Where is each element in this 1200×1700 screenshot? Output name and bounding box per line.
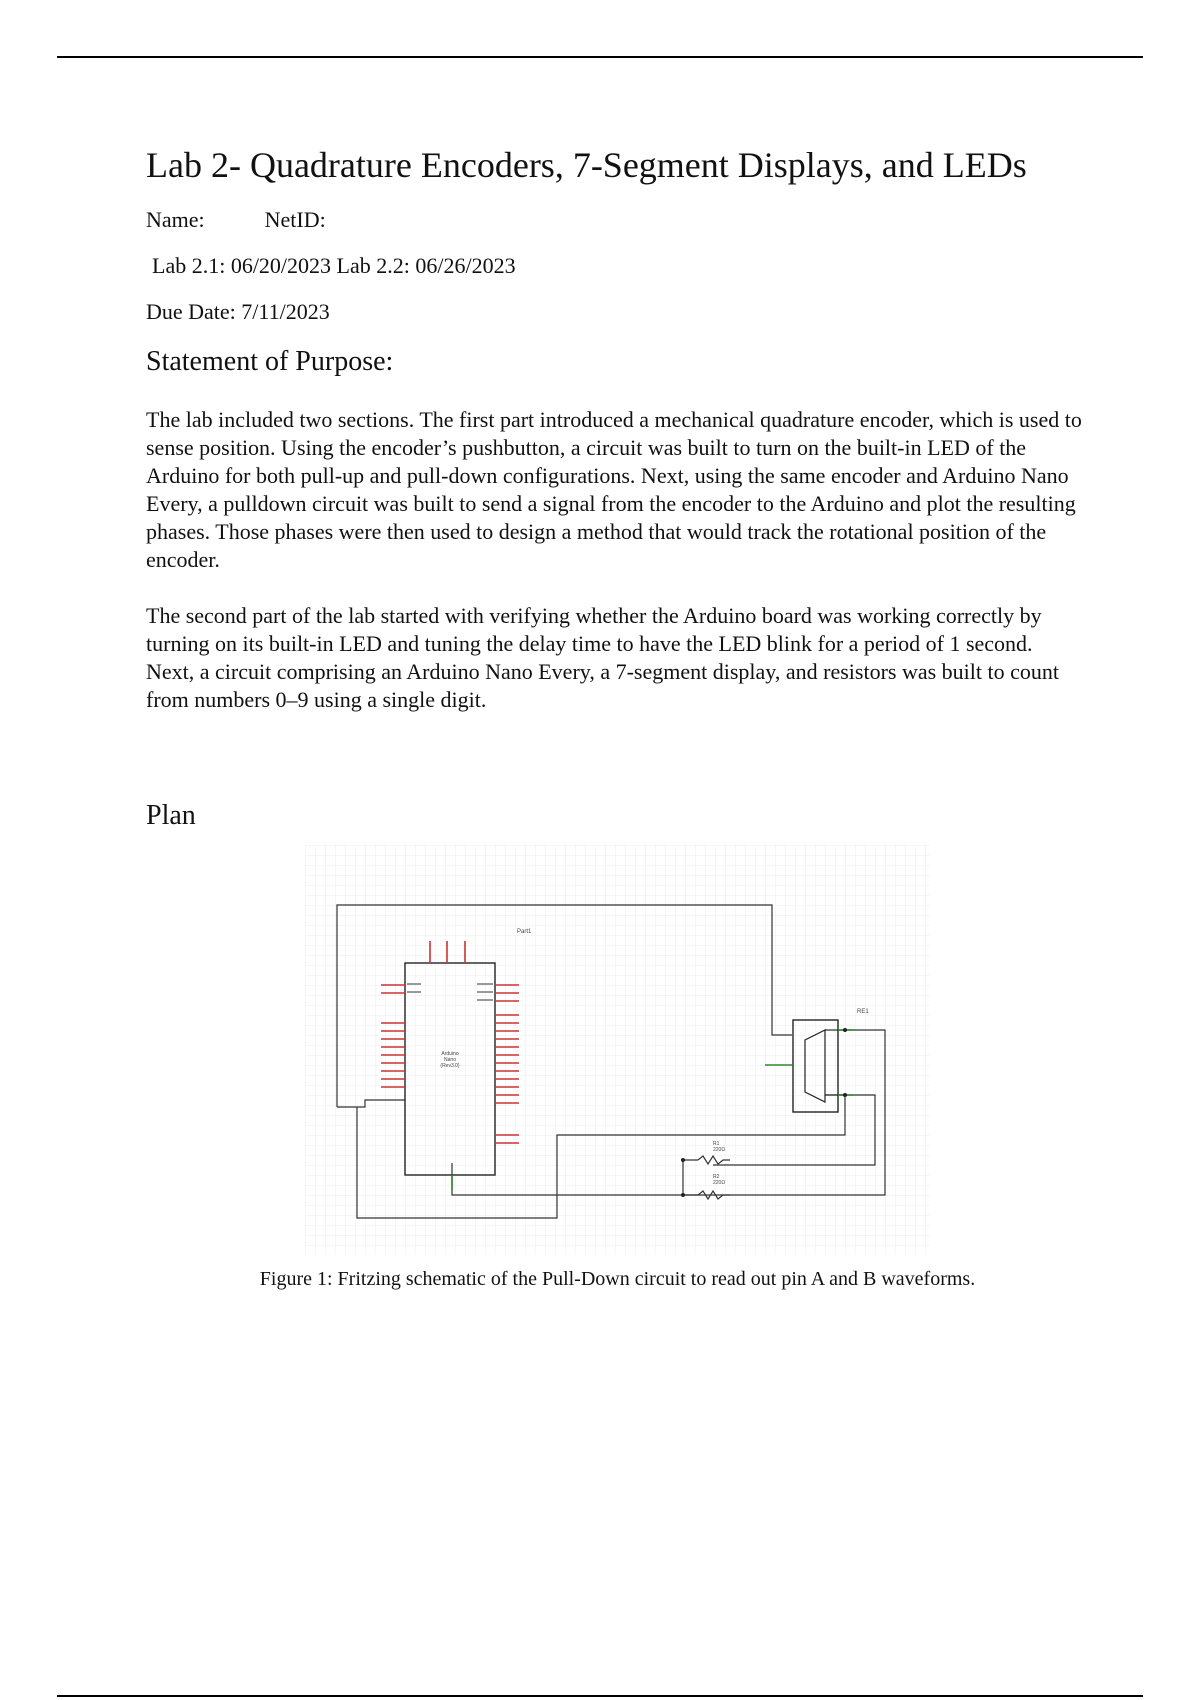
lab-dates: Lab 2.1: 06/20/2023 Lab 2.2: 06/26/2023 xyxy=(152,253,516,278)
purpose-paragraph-1: The lab included two sections. The first part introduced a mechanical quadrature encoder, which is used to sense position. Using the encoder’s pushbutton, a circuit was built to turn on the built-in LED of the Arduino for both pull-up and pull-down configurations. Next, using the same encoder and Arduino Nano Every, a pulldown circuit was built to send a signal from the encoder to the Arduino and plot the resulting phases. Those phases were then used to design a method that would track the rotational position of the encoder. xyxy=(146,407,1082,572)
arduino-label-line-3: (Rev3.0) xyxy=(440,1063,460,1069)
r1-value: 220Ω xyxy=(713,1147,726,1153)
encoder-label: RE1 xyxy=(857,1009,869,1015)
plan-heading: Plan xyxy=(146,800,196,831)
name-label: Name: xyxy=(146,207,205,232)
bottom-rule xyxy=(57,1695,1143,1697)
schematic-figure xyxy=(305,845,930,1255)
arduino-label-line-2: Nano xyxy=(444,1057,456,1063)
purpose-paragraph-2: The second part of the lab started with verifying whether the Arduino board was working correctly by turning on its built-in LED and tuning the delay time to have the LED blink for a period of 1 second. Next, a circuit comprising an Arduino Nano Every, a 7-segment display, and resistors was built to count from numbers 0–9 using a single digit. xyxy=(146,603,1059,712)
due-date: Due Date: 7/11/2023 xyxy=(146,299,330,324)
top-rule xyxy=(57,56,1143,58)
schematic-svg xyxy=(305,845,930,1255)
purpose-heading: Statement of Purpose: xyxy=(146,346,394,377)
name-line xyxy=(146,204,1086,236)
r2-label: R2 xyxy=(713,1174,720,1180)
netid-label: NetID: xyxy=(264,207,326,232)
arduino-label-line-1: Arduino xyxy=(441,1051,459,1057)
part-label: Part1 xyxy=(517,929,532,935)
figure-caption: Figure 1: Fritzing schematic of the Pull-Down circuit to read out pin A and B waveforms. xyxy=(259,1268,976,1290)
r2-value: 220Ω xyxy=(713,1180,726,1186)
page-title: Lab 2- Quadrature Encoders, 7-Segment Displays, and LEDs xyxy=(146,145,1027,185)
r1-label: R1 xyxy=(713,1141,720,1147)
schematic-grid xyxy=(305,845,930,1255)
document-body xyxy=(146,140,1086,838)
